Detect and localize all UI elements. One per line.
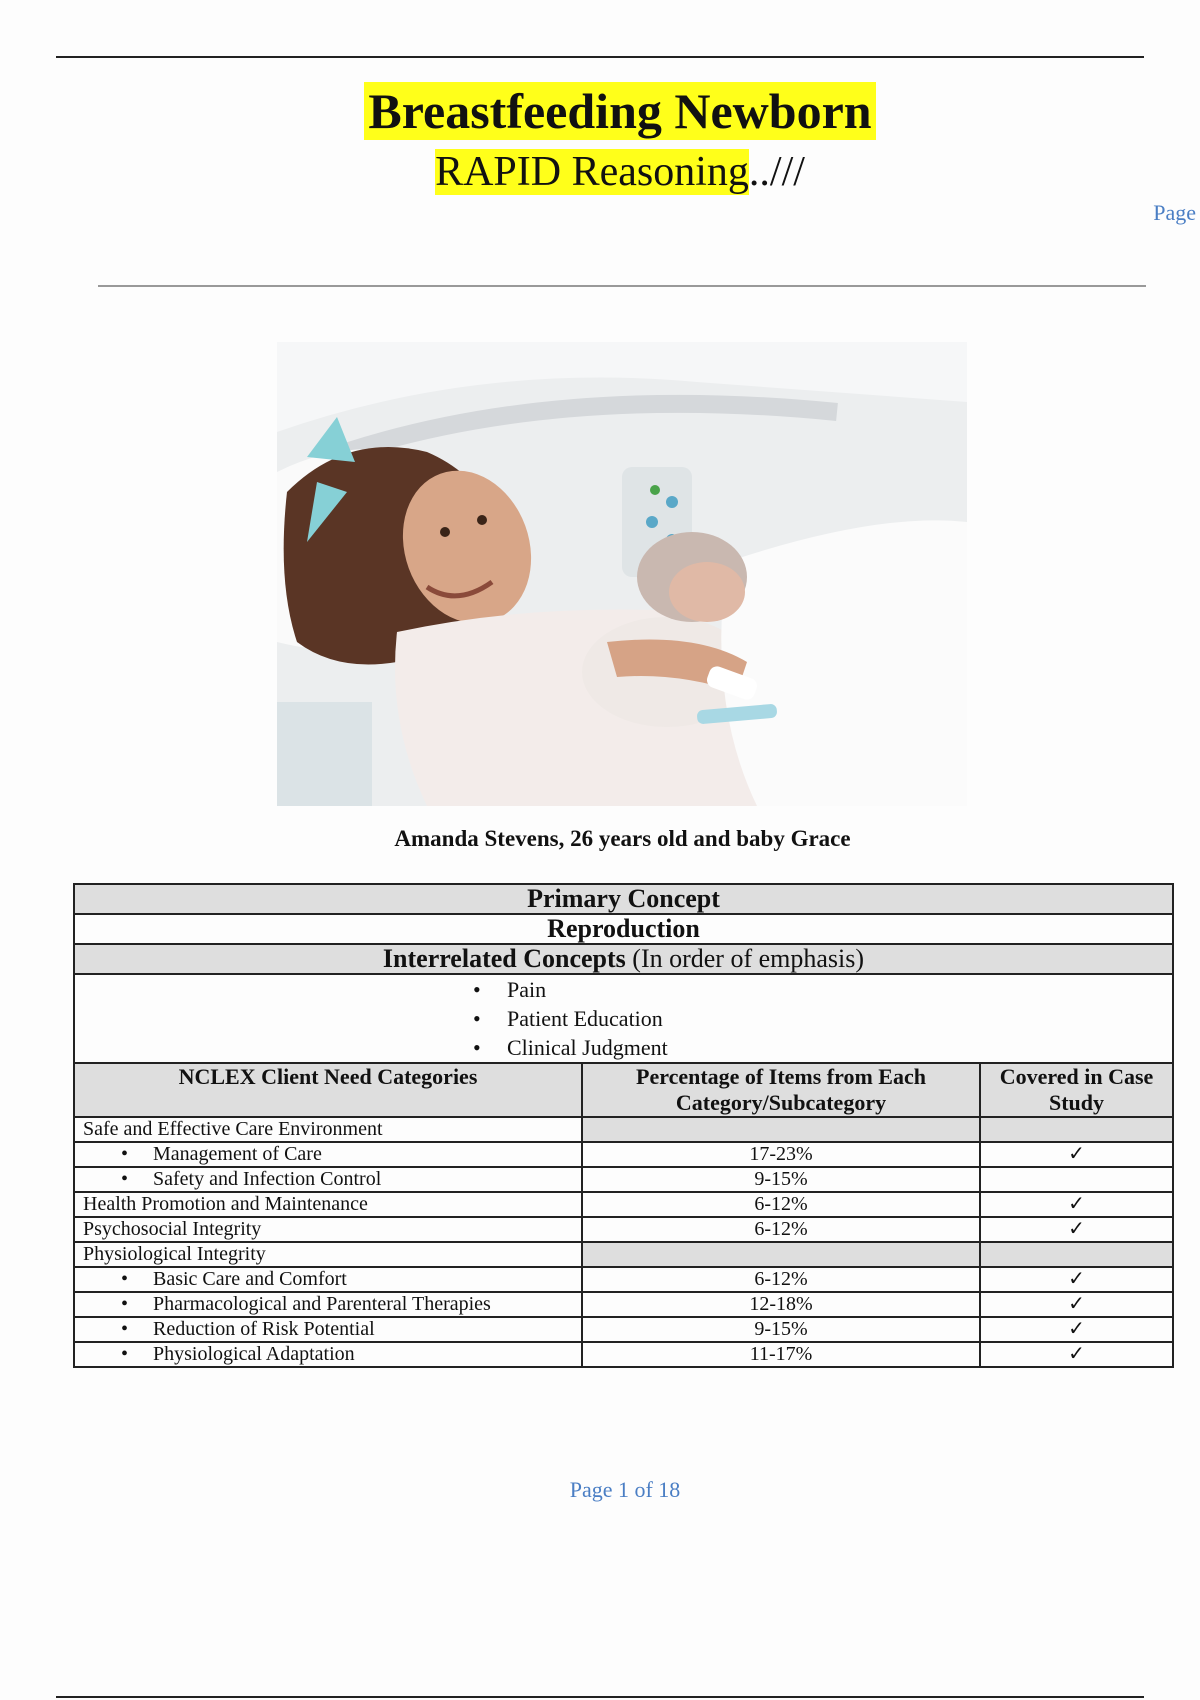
table-row bbox=[74, 1117, 1173, 1142]
interrelated-label-row bbox=[74, 944, 1173, 974]
table-row bbox=[74, 1292, 1173, 1317]
table-row bbox=[74, 1342, 1173, 1367]
table-row bbox=[74, 1142, 1173, 1167]
primary-concept-label: Primary Concept bbox=[74, 884, 1173, 914]
category-cell: • Pharmacological and Parenteral Therapies bbox=[74, 1292, 582, 1317]
title-block bbox=[0, 82, 1200, 140]
interrelated-list-cell bbox=[74, 974, 1173, 1063]
percent-cell: 9-15% bbox=[582, 1167, 980, 1192]
primary-concept-value: Reproduction bbox=[74, 914, 1173, 944]
interrelated-note: (In order of emphasis) bbox=[632, 944, 865, 973]
interrelated-label-cell bbox=[74, 944, 1173, 974]
category-cell: • Reduction of Risk Potential bbox=[74, 1317, 582, 1342]
category-cell: Health Promotion and Maintenance bbox=[74, 1192, 582, 1217]
table-row bbox=[74, 1317, 1173, 1342]
photo-caption: Amanda Stevens, 26 years old and baby Grace bbox=[394, 826, 851, 851]
subtitle-highlight: RAPID Reasoning bbox=[435, 149, 749, 195]
list-item: • Pain bbox=[473, 975, 1164, 1004]
table-row bbox=[74, 1192, 1173, 1217]
percent-cell: 17-23% bbox=[582, 1142, 980, 1167]
mother-baby-photo bbox=[277, 342, 967, 806]
table-row bbox=[74, 1167, 1173, 1192]
category-cell: Psychosocial Integrity bbox=[74, 1217, 582, 1242]
table-row bbox=[74, 1217, 1173, 1242]
page-corner-label: Page bbox=[1153, 200, 1196, 225]
primary-concept-label-row bbox=[74, 884, 1173, 914]
list-item: • Clinical Judgment bbox=[473, 1033, 1164, 1062]
covered-checkmark: ✓ bbox=[980, 1267, 1173, 1292]
column-header-percentage: Percentage of Items from Each Category/Subcategory bbox=[582, 1063, 980, 1117]
covered-cell bbox=[980, 1242, 1173, 1267]
percent-cell bbox=[582, 1117, 980, 1142]
page-number: Page 1 of 18 bbox=[569, 1477, 681, 1502]
column-header-categories: NCLEX Client Need Categories bbox=[74, 1063, 582, 1117]
covered-checkmark: ✓ bbox=[980, 1292, 1173, 1317]
covered-checkmark: ✓ bbox=[980, 1342, 1173, 1367]
category-cell: • Physiological Adaptation bbox=[74, 1342, 582, 1367]
percent-cell: 6-12% bbox=[582, 1267, 980, 1292]
column-header-row bbox=[74, 1063, 1173, 1117]
column-header-covered: Covered in Case Study bbox=[980, 1063, 1173, 1117]
list-item: • Patient Education bbox=[473, 1004, 1164, 1033]
interrelated-label: Interrelated Concepts bbox=[382, 944, 626, 973]
category-cell: Physiological Integrity bbox=[74, 1242, 582, 1267]
page-title: Breastfeeding Newborn bbox=[364, 82, 875, 140]
category-cell: • Safety and Infection Control bbox=[74, 1167, 582, 1192]
bottom-rule bbox=[56, 1696, 1144, 1698]
percent-cell: 9-15% bbox=[582, 1317, 980, 1342]
percent-cell bbox=[582, 1242, 980, 1267]
table-row bbox=[74, 1267, 1173, 1292]
percent-cell: 12-18% bbox=[582, 1292, 980, 1317]
table-row bbox=[74, 1242, 1173, 1267]
subtitle-rest: ../// bbox=[748, 149, 805, 195]
covered-checkmark: ✓ bbox=[980, 1142, 1173, 1167]
covered-checkmark: ✓ bbox=[980, 1317, 1173, 1342]
category-cell: Safe and Effective Care Environment bbox=[74, 1117, 582, 1142]
covered-checkmark bbox=[980, 1167, 1173, 1192]
covered-checkmark: ✓ bbox=[980, 1192, 1173, 1217]
photo-illustration bbox=[277, 342, 967, 806]
covered-cell bbox=[980, 1117, 1173, 1142]
interrelated-list-row bbox=[74, 974, 1173, 1063]
header-rule bbox=[98, 285, 1146, 287]
interrelated-list bbox=[83, 975, 1164, 1062]
category-cell: • Management of Care bbox=[74, 1142, 582, 1167]
percent-cell: 6-12% bbox=[582, 1192, 980, 1217]
concepts-table bbox=[73, 883, 1174, 1368]
subtitle-block bbox=[0, 146, 1200, 198]
primary-concept-row bbox=[74, 914, 1173, 944]
top-rule bbox=[56, 56, 1144, 58]
percent-cell: 6-12% bbox=[582, 1217, 980, 1242]
covered-checkmark: ✓ bbox=[980, 1217, 1173, 1242]
category-cell: • Basic Care and Comfort bbox=[74, 1267, 582, 1292]
percent-cell: 11-17% bbox=[582, 1342, 980, 1367]
